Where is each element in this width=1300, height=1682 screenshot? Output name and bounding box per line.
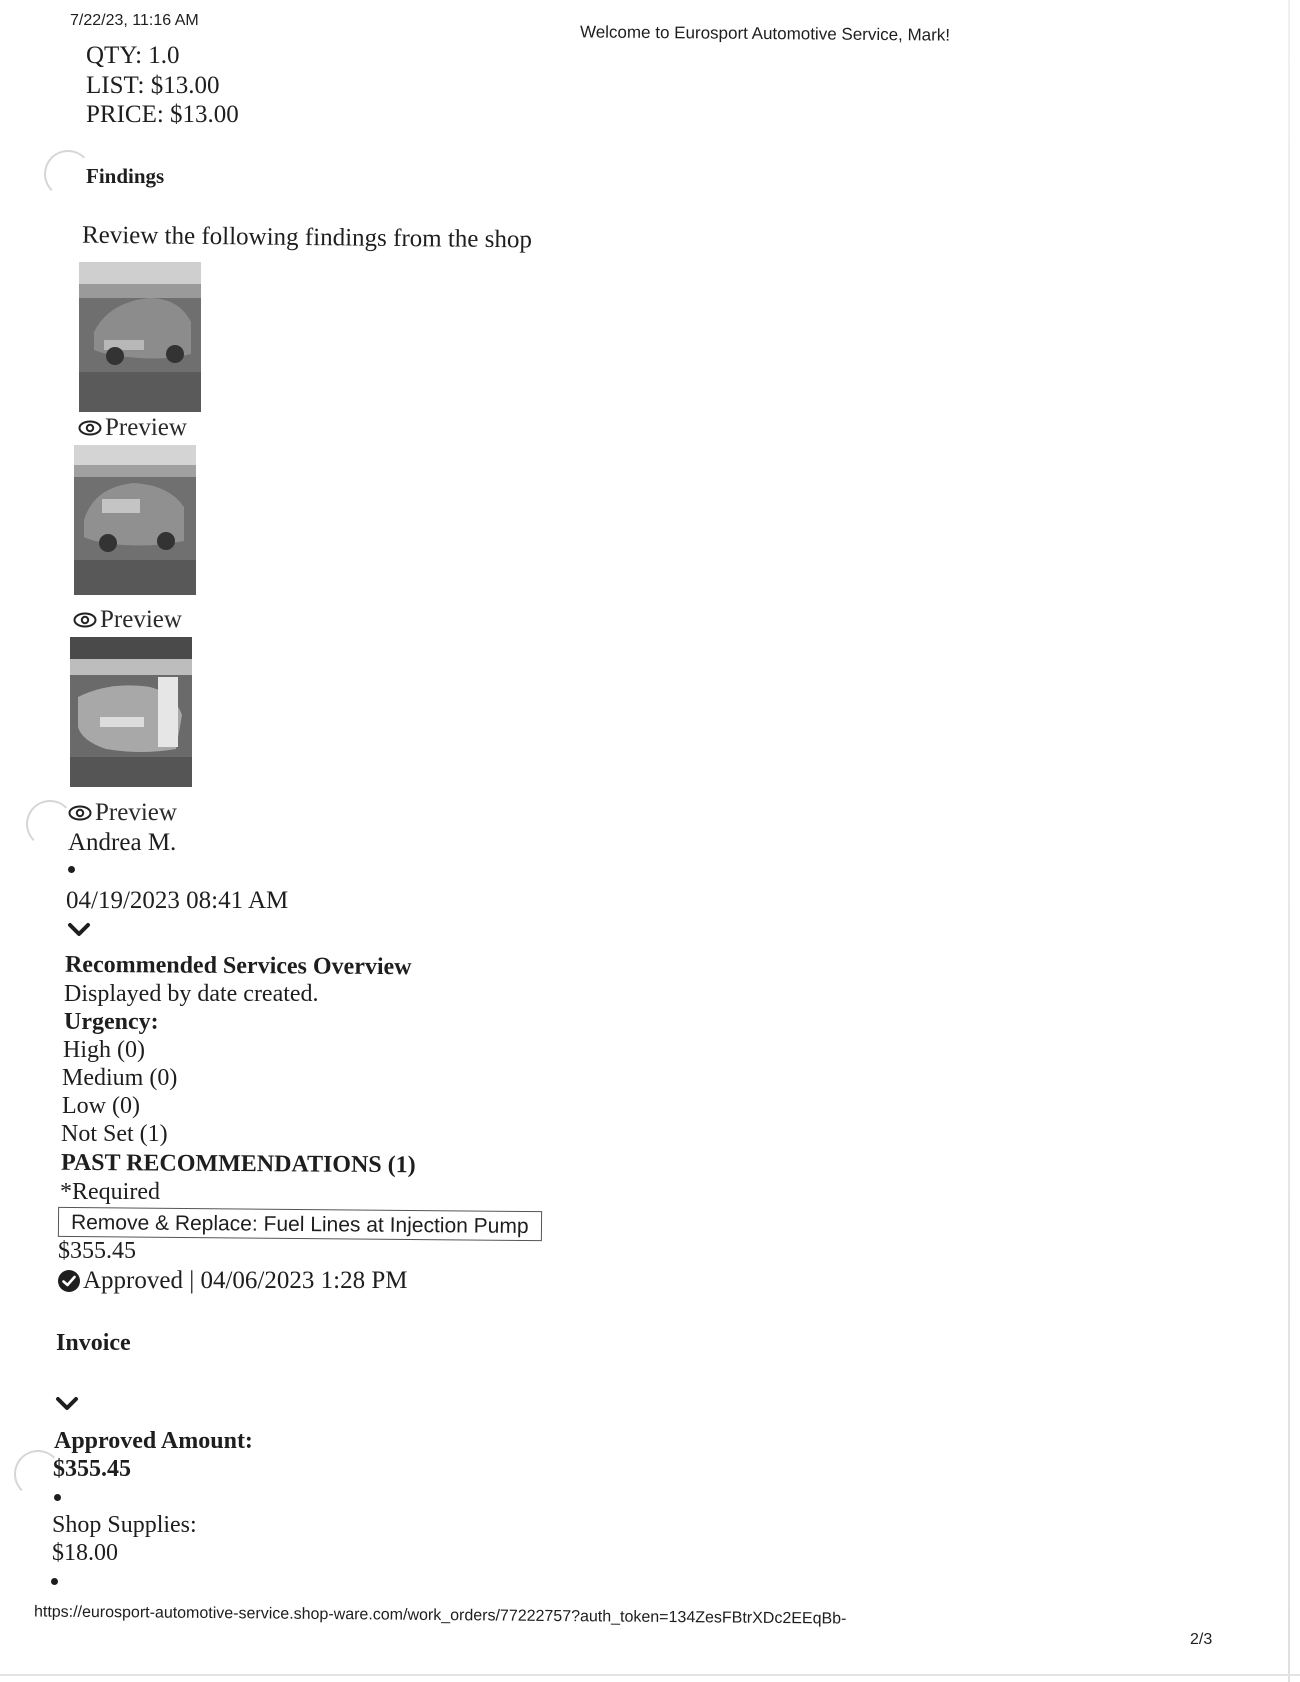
finding-author: Andrea M. — [68, 829, 177, 856]
bullet-separator — [51, 1578, 58, 1585]
scan-bottom-edge — [0, 1674, 1300, 1676]
eye-icon — [78, 416, 102, 440]
eye-icon — [68, 801, 92, 825]
finding-date: 04/19/2023 08:41 AM — [66, 887, 289, 914]
qty-text: QTY: 1.0 — [86, 42, 180, 69]
shop-supplies-label: Shop Supplies: — [52, 1512, 197, 1538]
check-circle-icon — [57, 1269, 81, 1293]
invoice-title: Invoice — [56, 1330, 131, 1356]
approval-status-text: Approved | 04/06/2023 1:28 PM — [83, 1267, 408, 1294]
punch-hole-mark — [44, 150, 92, 198]
past-recommendations-title: PAST RECOMMENDATIONS (1) — [60, 1149, 416, 1179]
finding-photo-1[interactable] — [79, 262, 201, 412]
welcome-message: Welcome to Eurosport Automotive Service, Mark! — [579, 22, 951, 45]
list-price-text: LIST: $13.00 — [86, 72, 220, 99]
eye-icon — [73, 608, 97, 632]
recommended-title: Recommended Services Overview — [64, 951, 412, 981]
preview-link-1[interactable] — [78, 414, 187, 442]
bullet-separator — [54, 1494, 61, 1501]
urgency-label: Urgency: — [64, 1009, 159, 1035]
chevron-down-icon[interactable] — [55, 1396, 79, 1412]
approved-amount-label: Approved Amount: — [54, 1428, 253, 1454]
chevron-down-icon[interactable] — [67, 922, 91, 938]
preview-link-3[interactable] — [68, 799, 177, 827]
required-label: *Required — [60, 1179, 160, 1205]
service-price: $355.45 — [58, 1238, 136, 1264]
preview-link-2[interactable] — [73, 606, 182, 634]
shop-supplies-value: $18.00 — [52, 1540, 118, 1566]
findings-subtitle: Review the following findings from the shop — [81, 221, 533, 254]
page-number: 2/3 — [1190, 1631, 1213, 1648]
preview-label: Preview — [105, 414, 187, 441]
bullet-separator — [68, 866, 75, 873]
urgency-medium[interactable]: Medium (0) — [62, 1065, 178, 1091]
preview-label: Preview — [100, 606, 182, 633]
scan-edge — [1288, 0, 1290, 1682]
punch-hole-mark — [26, 800, 74, 848]
urgency-not-set[interactable]: Not Set (1) — [61, 1121, 168, 1147]
page-url: https://eurosport-automotive-service.shop-ware.com/work_orders/77222757?auth_token=134ZesFBtrXDc2EEqBb- — [33, 1603, 847, 1628]
finding-photo-3[interactable] — [70, 637, 192, 787]
urgency-low[interactable]: Low (0) — [62, 1093, 140, 1119]
approval-status — [57, 1267, 407, 1295]
service-name-box[interactable]: Remove & Replace: Fuel Lines at Injection Pump — [58, 1207, 542, 1241]
recommended-subtitle: Displayed by date created. — [64, 981, 319, 1007]
urgency-high[interactable]: High (0) — [63, 1037, 145, 1063]
price-text: PRICE: $13.00 — [86, 101, 239, 128]
approved-amount-value: $355.45 — [53, 1456, 131, 1482]
preview-label: Preview — [95, 799, 177, 826]
finding-photo-2[interactable] — [74, 445, 196, 595]
print-timestamp: 7/22/23, 11:16 AM — [70, 12, 199, 29]
findings-title: Findings — [86, 164, 165, 188]
